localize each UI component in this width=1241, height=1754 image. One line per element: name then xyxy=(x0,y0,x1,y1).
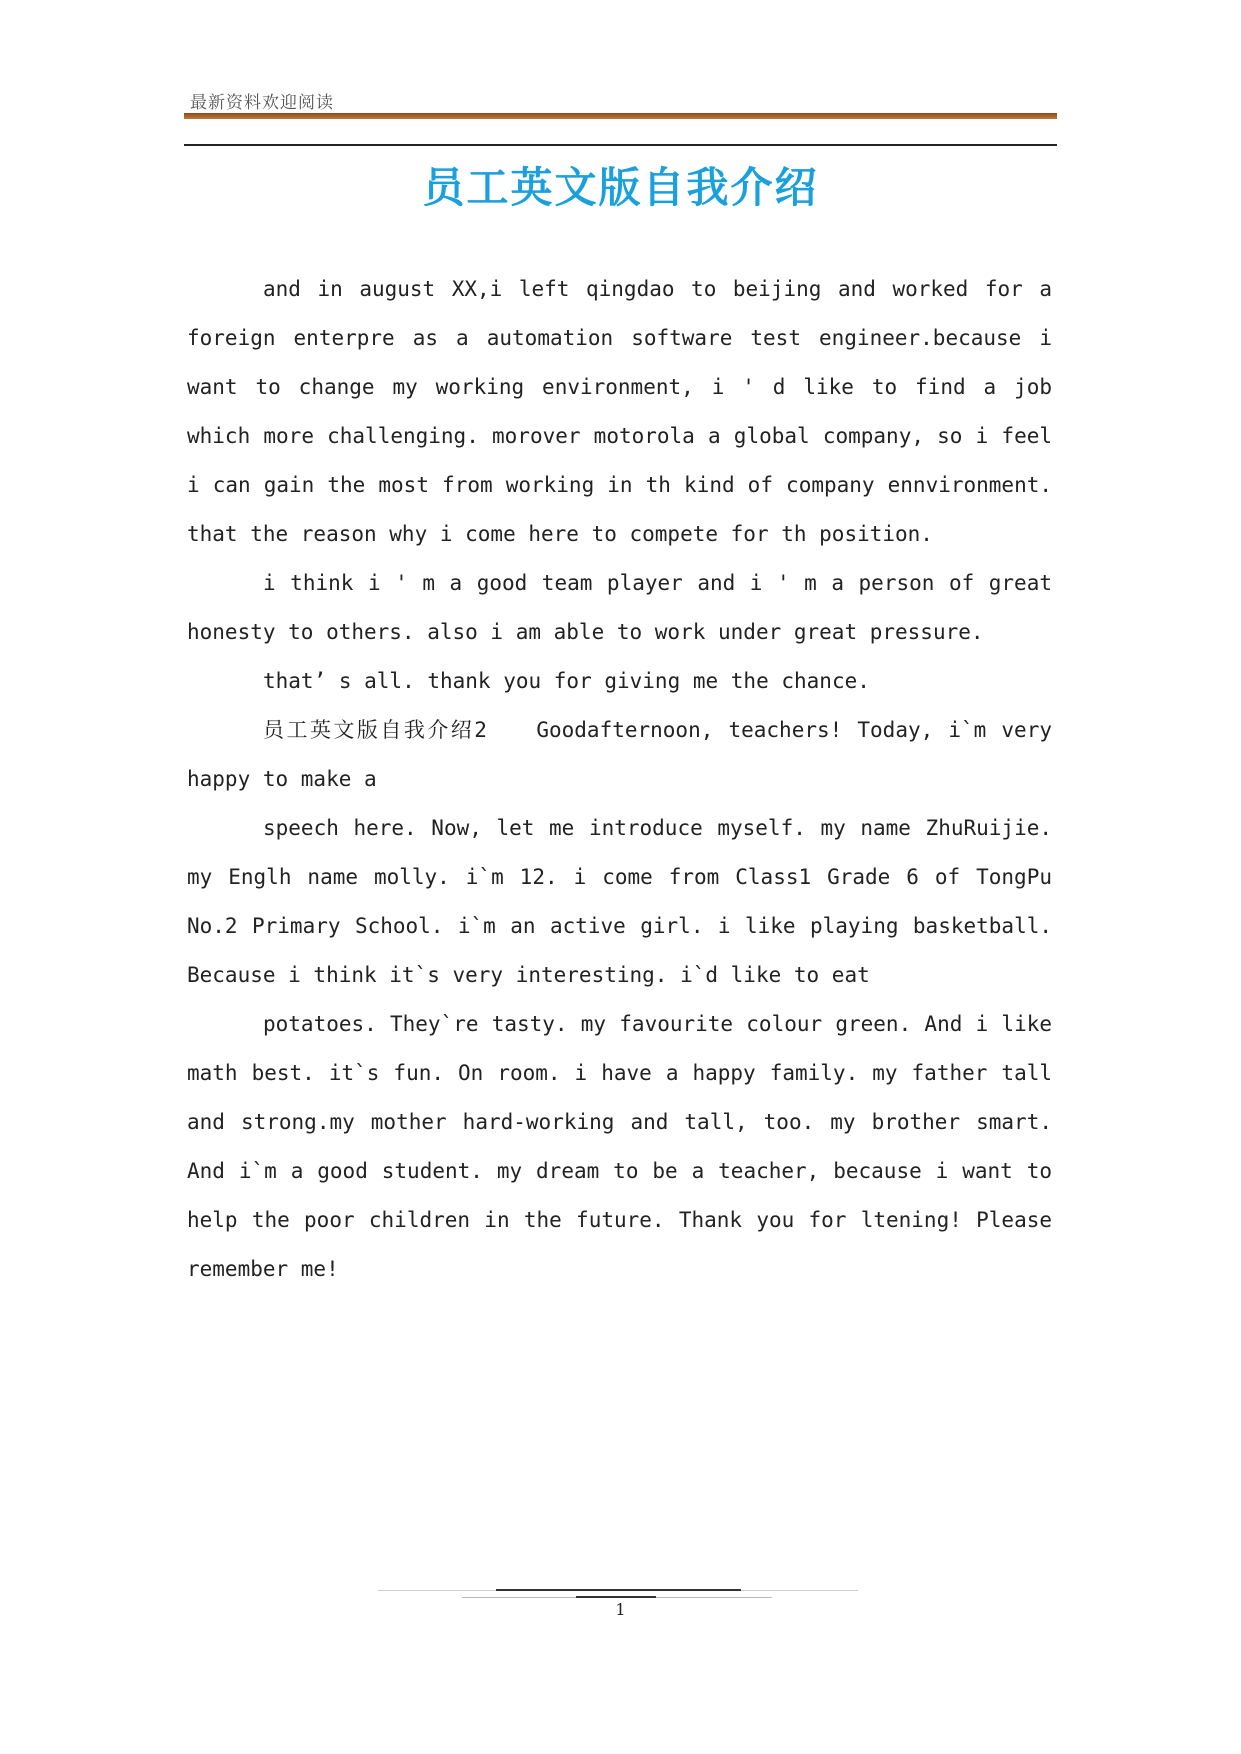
footer-rule xyxy=(496,1589,741,1591)
footer-rule xyxy=(576,1596,656,1598)
header-text: 最新资料欢迎阅读 xyxy=(190,93,334,113)
paragraph-1: and in august XX,i left qingdao to beijing and worked for a foreign enterpre as a automation software test engineer.because i want to change my working environment, i ' d like to find a job which more challenging. morover motorola a global company, so i feel i can gain the most from working in th kind of company ennvironment. that the reason why i come here to compete for th position. xyxy=(187,277,1052,546)
document-body xyxy=(187,265,1107,1294)
paragraph-5: speech here. Now, let me introduce myself. my name ZhuRuijie. my Englh name molly. i`m 12. i come from Class1 Grade 6 of TongPu No.2 Primary School. i`m an active girl. i like playing basketball. Because i think it`s very interesting. i`d like to eat xyxy=(187,816,1052,987)
paragraph-2: i think i ' m a good team player and i ' m a person of great honesty to others. also i am able to work under great pressure. xyxy=(187,571,1052,644)
paragraph-3: that’ s all. thank you for giving me the chance. xyxy=(263,669,870,693)
paragraph-4: 员工英文版自我介绍2 Goodafternoon, teachers! Today, i`m very happy to make a xyxy=(187,718,1052,791)
header-rule-thick xyxy=(184,113,1057,119)
document-title: 员工英文版自我介绍 xyxy=(422,163,819,212)
header-rule-thin xyxy=(184,144,1057,146)
paragraph-6: potatoes. They`re tasty. my favourite colour green. And i like math best. it`s fun. On room. i have a happy family. my father tall and strong.my mother hard-working and tall, too. my brother smart. And i`m a good student. my dream to be a teacher, because i want to help the poor children in the future. Thank you for ltening! Please remember me! xyxy=(187,1012,1052,1281)
page-number: 1 xyxy=(615,1600,626,1619)
